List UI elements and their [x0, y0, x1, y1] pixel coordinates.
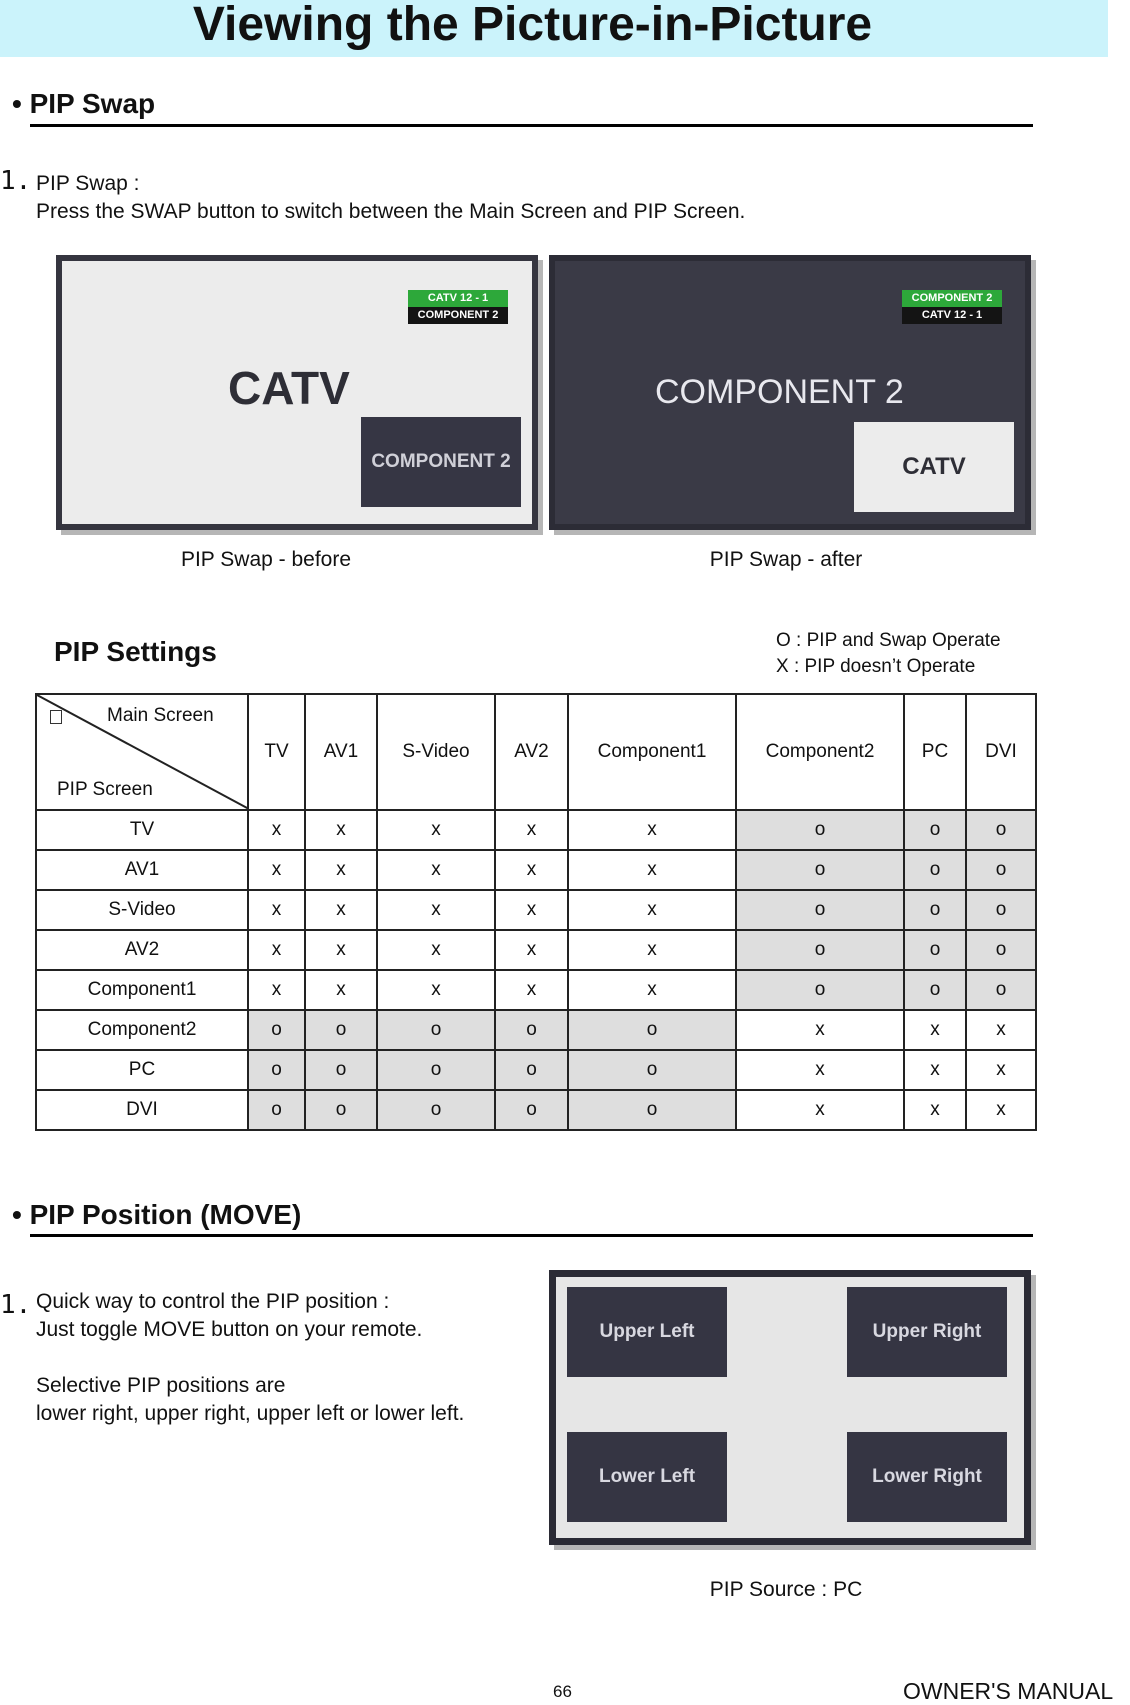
osd-tag-bottom: COMPONENT 2 [408, 307, 508, 324]
position-line-3: Selective PIP positions are [36, 1374, 286, 1397]
position-line-4: lower right, upper right, upper left or lower left. [36, 1402, 465, 1425]
table-cell: o [248, 1050, 305, 1090]
table-cell: o [966, 890, 1036, 930]
table-cell: x [495, 890, 568, 930]
step-text: Press the SWAP button to switch between the Main Screen and PIP Screen. [36, 200, 746, 223]
position-line-2: Just toggle MOVE button on your remote. [36, 1318, 423, 1341]
column-header: AV1 [305, 694, 377, 810]
table-cell: x [377, 930, 495, 970]
table-cell: o [248, 1090, 305, 1130]
table-cell: x [305, 970, 377, 1010]
table-cell: o [377, 1050, 495, 1090]
table-cell: o [904, 970, 966, 1010]
table-cell: x [377, 810, 495, 850]
step-number: 1. [0, 166, 32, 196]
table-cell: o [495, 1010, 568, 1050]
table-row [36, 1090, 1036, 1130]
column-header: TV [248, 694, 305, 810]
pip-position-panel [549, 1270, 1031, 1545]
row-label: TV [36, 810, 248, 850]
table-cell: x [377, 890, 495, 930]
table-cell: x [966, 1090, 1036, 1130]
row-label: Component1 [36, 970, 248, 1010]
table-cell: x [966, 1050, 1036, 1090]
table-cell: o [736, 970, 904, 1010]
pip-swap-before-screen [56, 255, 538, 530]
table-cell: o [305, 1050, 377, 1090]
table-cell: o [736, 930, 904, 970]
column-header: Component1 [568, 694, 736, 810]
table-cell: x [495, 970, 568, 1010]
osd-tag-top: CATV 12 - 1 [408, 290, 508, 307]
row-label: AV1 [36, 850, 248, 890]
pos-lower-left: Lower Left [567, 1432, 727, 1522]
table-cell: o [736, 850, 904, 890]
pip-settings-table [35, 693, 1037, 1131]
pos-lower-right: Lower Right [847, 1432, 1007, 1522]
section-rule [30, 1234, 1033, 1237]
column-header: S-Video [377, 694, 495, 810]
row-label: AV2 [36, 930, 248, 970]
table-header-row [36, 694, 1036, 810]
pip-swap-after-screen [549, 255, 1031, 530]
table-cell: x [377, 850, 495, 890]
table-cell: o [904, 810, 966, 850]
row-label: Component2 [36, 1010, 248, 1050]
table-row [36, 970, 1036, 1010]
table-cell: x [248, 930, 305, 970]
osd-tag-bottom: CATV 12 - 1 [902, 307, 1002, 324]
table-cell: x [736, 1010, 904, 1050]
table-cell: x [248, 890, 305, 930]
table-cell: x [305, 930, 377, 970]
table-row [36, 930, 1036, 970]
table-cell: x [904, 1050, 966, 1090]
table-cell: o [736, 890, 904, 930]
table-cell: o [966, 850, 1036, 890]
table-cell: x [495, 930, 568, 970]
table-cell: o [736, 810, 904, 850]
column-header: DVI [966, 694, 1036, 810]
table-cell: x [248, 970, 305, 1010]
table-cell: x [568, 930, 736, 970]
pip-window: COMPONENT 2 [361, 417, 521, 507]
pip-window: CATV [854, 422, 1014, 512]
column-header: PC [904, 694, 966, 810]
table-cell: x [966, 1010, 1036, 1050]
step-number: 1. [0, 1290, 32, 1320]
table-cell: x [495, 850, 568, 890]
table-cell: o [495, 1090, 568, 1130]
position-line-1: Quick way to control the PIP position : [36, 1290, 390, 1313]
pos-upper-right: Upper Right [847, 1287, 1007, 1377]
table-cell: x [568, 810, 736, 850]
table-cell: o [377, 1090, 495, 1130]
pip-swap-heading: • PIP Swap [12, 88, 156, 119]
table-corner-cell [36, 694, 248, 810]
main-screen-label: COMPONENT 2 [655, 373, 904, 411]
table-cell: x [568, 850, 736, 890]
row-label: S-Video [36, 890, 248, 930]
step-title: PIP Swap : [36, 172, 140, 195]
table-cell: x [904, 1090, 966, 1130]
table-cell: x [736, 1050, 904, 1090]
table-cell: o [495, 1050, 568, 1090]
table-cell: x [377, 970, 495, 1010]
legend-o: O : PIP and Swap Operate [776, 630, 1001, 651]
table-cell: x [568, 890, 736, 930]
table-cell: o [248, 1010, 305, 1050]
table-row [36, 810, 1036, 850]
table-cell: x [305, 810, 377, 850]
caption-after: PIP Swap - after [709, 548, 863, 571]
table-cell: o [904, 850, 966, 890]
row-label: PC [36, 1050, 248, 1090]
column-header: AV2 [495, 694, 568, 810]
table-cell: o [966, 970, 1036, 1010]
table-cell: o [966, 810, 1036, 850]
pos-upper-left: Upper Left [567, 1287, 727, 1377]
osd-tag-top: COMPONENT 2 [902, 290, 1002, 307]
table-row [36, 1010, 1036, 1050]
column-header: Component2 [736, 694, 904, 810]
table-cell: x [305, 850, 377, 890]
table-cell: x [248, 850, 305, 890]
table-cell: o [904, 930, 966, 970]
table-cell: x [305, 890, 377, 930]
main-screen-label: CATV [228, 362, 350, 414]
table-cell: x [248, 810, 305, 850]
pip-source-caption: PIP Source : PC [709, 1578, 863, 1601]
pip-settings-heading: PIP Settings [54, 636, 217, 667]
caption-before: PIP Swap - before [180, 548, 352, 571]
pip-position-heading: • PIP Position (MOVE) [12, 1199, 302, 1230]
checkbox-glyph-icon [50, 710, 62, 724]
section-rule [30, 124, 1033, 127]
table-cell: o [377, 1010, 495, 1050]
footer-label: OWNER'S MANUAL [903, 1678, 1114, 1704]
table-cell: o [966, 930, 1036, 970]
table-cell: x [568, 970, 736, 1010]
table-row [36, 850, 1036, 890]
table-row [36, 1050, 1036, 1090]
corner-main-label: Main Screen [107, 705, 214, 726]
table-row [36, 890, 1036, 930]
table-cell: x [495, 810, 568, 850]
table-cell: x [736, 1090, 904, 1130]
table-cell: o [568, 1010, 736, 1050]
table-cell: o [305, 1090, 377, 1130]
row-label: DVI [36, 1090, 248, 1130]
corner-pip-label: PIP Screen [57, 779, 153, 800]
page-number: 66 [553, 1682, 572, 1701]
table-cell: x [904, 1010, 966, 1050]
legend-x: X : PIP doesn’t Operate [776, 656, 976, 677]
table-cell: o [568, 1050, 736, 1090]
table-cell: o [904, 890, 966, 930]
table-cell: o [568, 1090, 736, 1130]
table-cell: o [305, 1010, 377, 1050]
page-title: Viewing the Picture-in-Picture [192, 0, 873, 51]
